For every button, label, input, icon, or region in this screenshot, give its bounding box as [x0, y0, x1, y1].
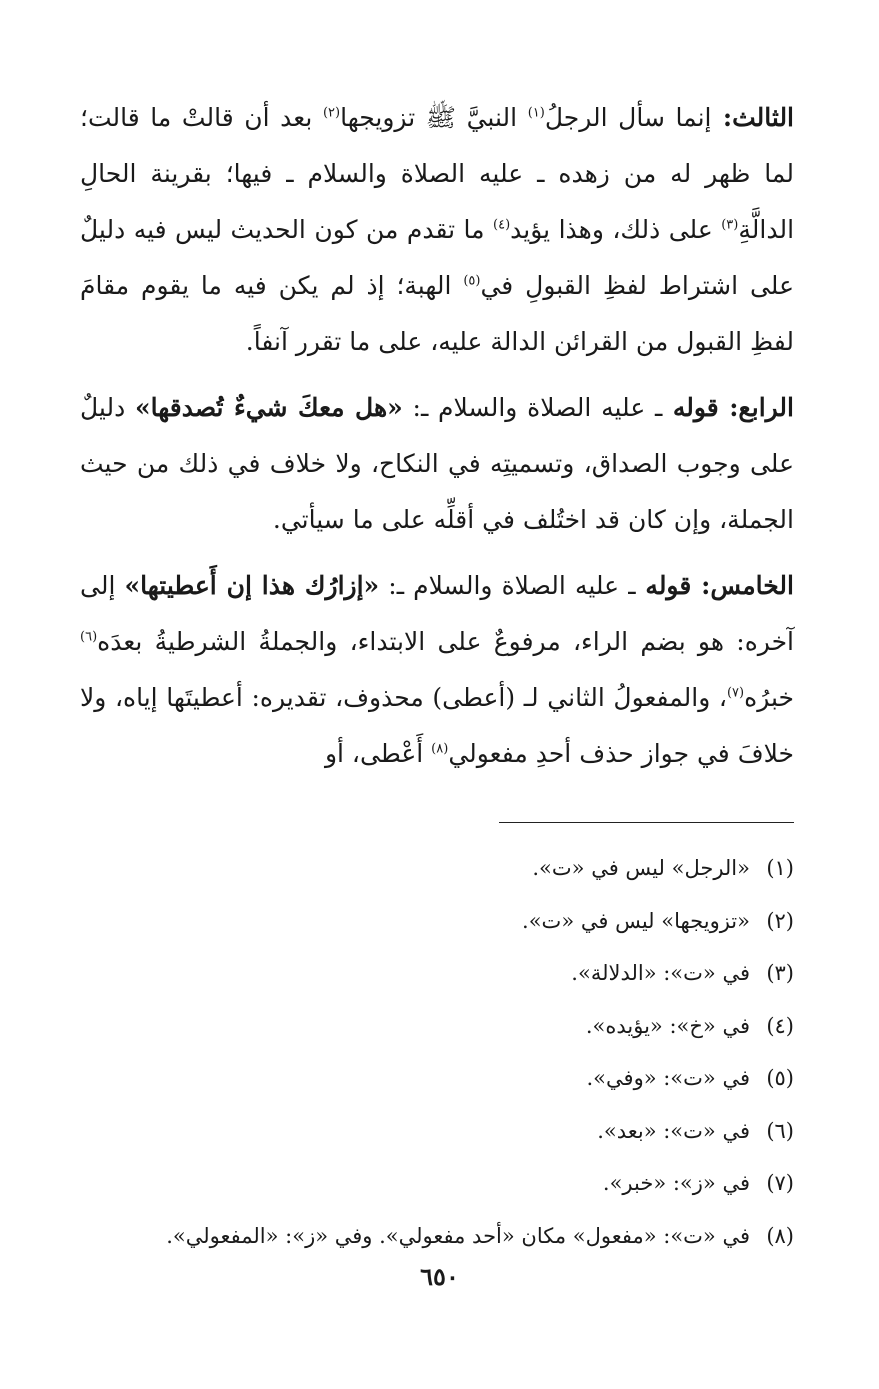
- footnote-text: في «خ»: «يؤيده».: [585, 1013, 750, 1038]
- footnote-item: [80, 1000, 794, 1053]
- footnote-marker: (٤): [493, 217, 511, 233]
- page-number: ٦٥٠: [420, 1262, 459, 1291]
- footnote-marker: (١): [527, 105, 545, 121]
- body-text: على ذلك، وهذا يؤيد: [510, 215, 722, 244]
- footnote-text: «تزويجها» ليس في «ت».: [522, 908, 750, 933]
- footnote-marker: (٥): [463, 273, 481, 289]
- footnote-text: في «ت»: «الدلالة».: [571, 961, 750, 985]
- footnote-marker: (٨): [431, 741, 449, 757]
- body-text: ـ عليه الصلاة والسلام ـ:: [402, 393, 663, 422]
- footnote-marker: (٧): [726, 685, 745, 701]
- body-text: الهبة؛ إذ لم يكن فيه ما يقوم مقامَ لفظِ القبول من القرائن الدالة عليه، على ما تقرر آنفاً.: [80, 271, 794, 356]
- body-text: دليلٌ على وجوب الصداق، وتسميتِه في النكاح، ولا خلاف في ذلك من حيث الجملة، وإن كان قد اختُلف في أقلِّه على ما سيأتي.: [80, 393, 794, 534]
- paragraph-third: [80, 90, 794, 370]
- footnote-number: (٥): [766, 1066, 794, 1090]
- footnote-text: في «ت»: «وفي».: [586, 1066, 750, 1090]
- footnote-item: [80, 1105, 794, 1158]
- footnote-item: [80, 895, 794, 948]
- body-text: بعد أن قالتْ ما قالت؛ لما ظهر له من زهده ـ عليه الصلاة والسلام ـ فيها؛ بقرينة الحالِ الدالَّةِ: [80, 103, 795, 244]
- section-heading: الرابع: قوله: [662, 393, 794, 422]
- footnote-number: (٧): [766, 1171, 794, 1195]
- paragraph-fourth: [80, 380, 794, 548]
- footnote-item: [80, 1052, 794, 1105]
- footnote-number: (١): [766, 856, 794, 880]
- footnote-number: (٣): [766, 961, 794, 985]
- footnote-marker: (٣): [721, 217, 739, 233]
- footnote-item: [80, 1210, 794, 1263]
- body-text: ، والمفعولُ الثاني لـ (أعطى) محذوف، تقديره: أعطيتَها إياه، ولا خلافَ في جواز حذف أحدِ مفعولي: [80, 683, 794, 768]
- footnote-marker: (٦): [80, 629, 98, 645]
- footnote-number: (٤): [766, 1013, 794, 1038]
- footnote-number: (٨): [766, 1223, 794, 1248]
- body-text: ـ عليه الصلاة والسلام ـ:: [379, 571, 636, 600]
- hadith-quote: «هل معكَ شيءٌ تُصدقها»: [134, 393, 403, 422]
- footnote-text: في «ز»: «خبر».: [602, 1171, 750, 1195]
- footnote-item: [80, 947, 794, 1000]
- footnote-marker: (٢): [322, 105, 341, 121]
- hadith-quote: «إزارُك هذا إن أَعطيتها»: [124, 571, 380, 600]
- footnote-separator: [499, 822, 794, 823]
- body-text: أَعْطى، أو: [324, 739, 432, 768]
- footnote-item: [80, 842, 794, 895]
- body-text: خبرُه: [744, 683, 794, 712]
- paragraph-fifth: [80, 558, 794, 782]
- footnote-number: (٢): [766, 908, 794, 933]
- footnote-text: في «ت»: «بعد».: [597, 1118, 750, 1143]
- body-text: النبيَّ ﷺ تزويجها: [340, 103, 528, 132]
- footnote-text: «الرجل» ليس في «ت».: [532, 856, 750, 880]
- body-text: إنما سأل الرجلُ: [544, 103, 712, 132]
- page-body: [80, 90, 794, 792]
- footnote-item: [80, 1157, 794, 1210]
- section-heading: الثالث:: [711, 103, 795, 132]
- body-text: ما تقدم من كون الحديث ليس فيه دليلٌ على اشتراط لفظِ القبولِ في: [80, 215, 794, 300]
- footnotes-list: [80, 842, 794, 1262]
- footnote-number: (٦): [766, 1118, 794, 1143]
- body-text: إلى آخره: هو بضم الراء، مرفوعٌ على الابتداء، والجملةُ الشرطيةُ بعدَه: [80, 571, 794, 656]
- footnote-text: في «ت»: «مفعول» مكان «أحد مفعولي». وفي «ز»: «المفعولي».: [166, 1223, 750, 1248]
- section-heading: الخامس: قوله: [635, 571, 794, 600]
